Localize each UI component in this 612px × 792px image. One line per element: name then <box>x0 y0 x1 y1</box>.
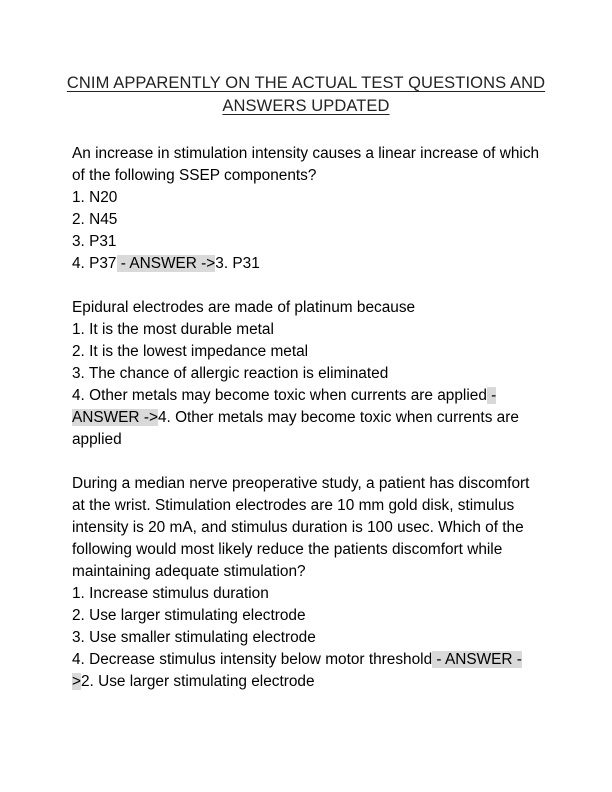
correct-answer: 3. P31 <box>215 255 260 272</box>
answer-option: 2. Use larger stimulating electrode <box>72 607 306 624</box>
answer-option: 4. Decrease stimulus intensity below motor threshold <box>72 651 433 668</box>
answer-option: 3. The chance of allergic reaction is eliminated <box>72 365 389 382</box>
answer-marker: - ANSWER -> <box>72 651 522 690</box>
question-block <box>72 473 542 693</box>
title-line-2: ANSWERS UPDATED <box>222 97 390 115</box>
answer-option: 1. Increase stimulus duration <box>72 585 269 602</box>
title-line-1: CNIM APPARENTLY ON THE ACTUAL TEST QUESTIONS AND <box>66 74 546 92</box>
answer-option-with-answer <box>72 385 542 451</box>
question-stem: An increase in stimulation intensity causes a linear increase of which of the following SSEP components? <box>72 145 540 184</box>
answer-marker: - ANSWER -> <box>72 387 497 426</box>
answer-option: 2. N45 <box>72 211 118 228</box>
document-title <box>60 72 552 118</box>
correct-answer: 4. Other metals may become toxic when currents are applied <box>72 409 519 448</box>
correct-answer: 2. Use larger stimulating electrode <box>81 673 315 690</box>
question-block <box>72 143 542 275</box>
question-stem: During a median nerve preoperative study, a patient has discomfort at the wrist. Stimulation electrodes are 10 mm gold disk, stimulus intensity is 20 mA, and stimulus duration is 100 usec. Which of the following would most likely reduce the patients discomfort while maintaining adequate stimulation? <box>72 475 530 580</box>
question-stem: Epidural electrodes are made of platinum because <box>72 299 416 316</box>
answer-option: 1. It is the most durable metal <box>72 321 274 338</box>
answer-marker: - ANSWER -> <box>116 255 216 272</box>
answer-option: 4. P37 <box>72 255 117 272</box>
question-list <box>72 143 542 715</box>
answer-option-with-answer <box>72 253 542 275</box>
answer-option-with-answer <box>72 649 542 693</box>
answer-option: 1. N20 <box>72 189 118 206</box>
answer-option: 4. Other metals may become toxic when currents are applied <box>72 387 487 404</box>
answer-option: 3. P31 <box>72 233 117 250</box>
question-block <box>72 297 542 451</box>
answer-option: 2. It is the lowest impedance metal <box>72 343 309 360</box>
answer-option: 3. Use smaller stimulating electrode <box>72 629 316 646</box>
